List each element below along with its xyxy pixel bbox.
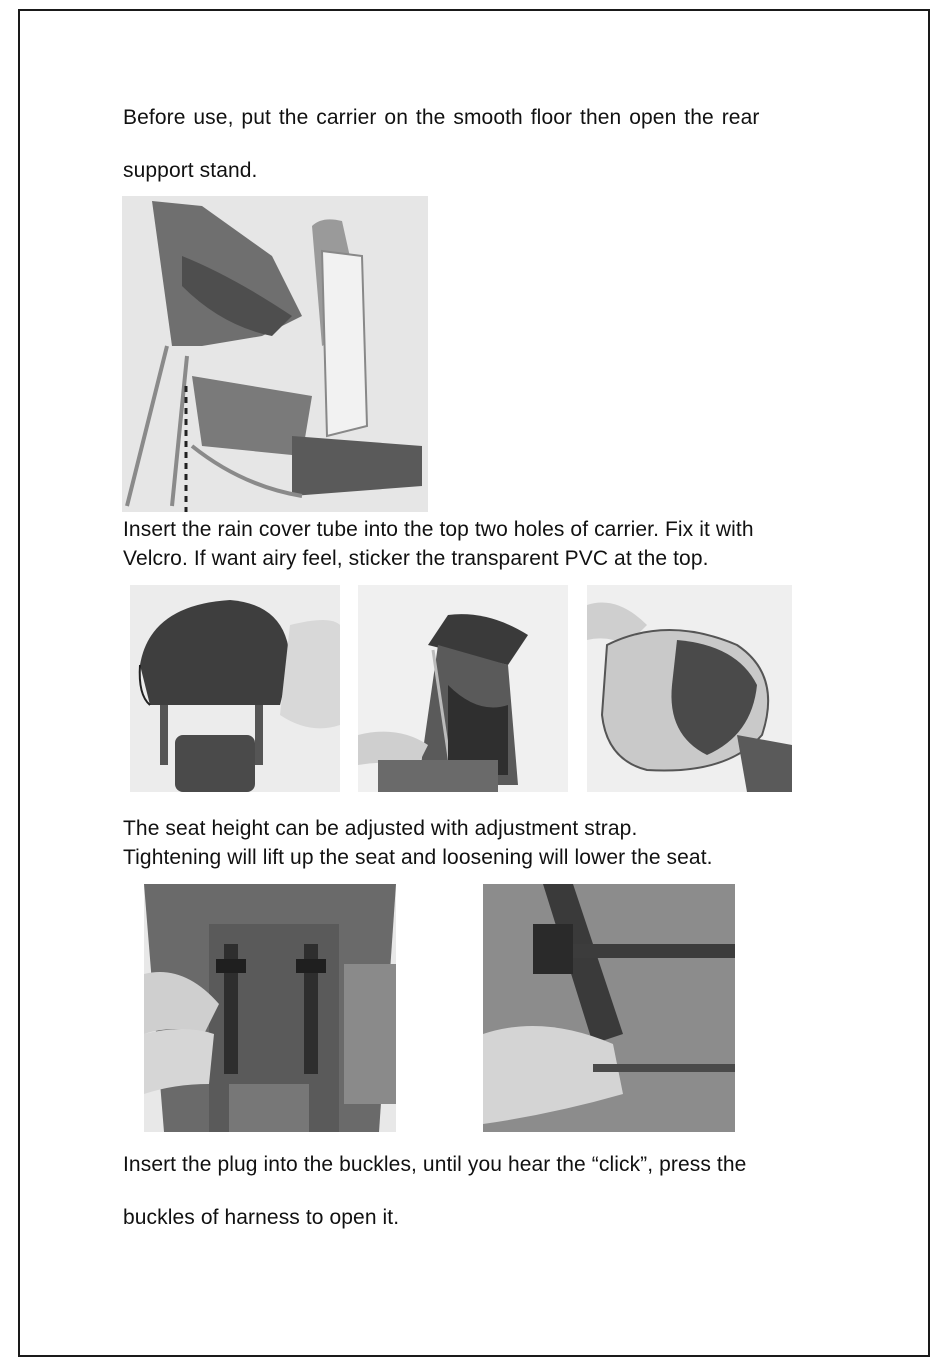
- rain-cover-fitted-photo: [358, 585, 568, 792]
- instruction-line: Velcro. If want airy feel, sticker the transparent PVC at the top.: [123, 547, 709, 570]
- carrier-support-stand-photo: [122, 196, 428, 512]
- instruction-line: Before use, put the carrier on the smooth floor then open the rear: [123, 106, 760, 129]
- rain-cover-tube-photo: [130, 585, 340, 792]
- instruction-line: support stand.: [123, 159, 258, 182]
- instruction-line: Insert the rain cover tube into the top two holes of carrier. Fix it with: [123, 518, 754, 541]
- instruction-line: Insert the plug into the buckles, until you hear the “click”, press the: [123, 1153, 747, 1176]
- transparent-pvc-window-photo: [587, 585, 792, 792]
- instruction-line: The seat height can be adjusted with adjustment strap.: [123, 817, 638, 840]
- instruction-line: Tightening will lift up the seat and loosening will lower the seat.: [123, 846, 713, 869]
- seat-strap-loosen-photo: [483, 884, 735, 1132]
- instruction-line: buckles of harness to open it.: [123, 1206, 400, 1229]
- seat-strap-tighten-photo: [144, 884, 396, 1132]
